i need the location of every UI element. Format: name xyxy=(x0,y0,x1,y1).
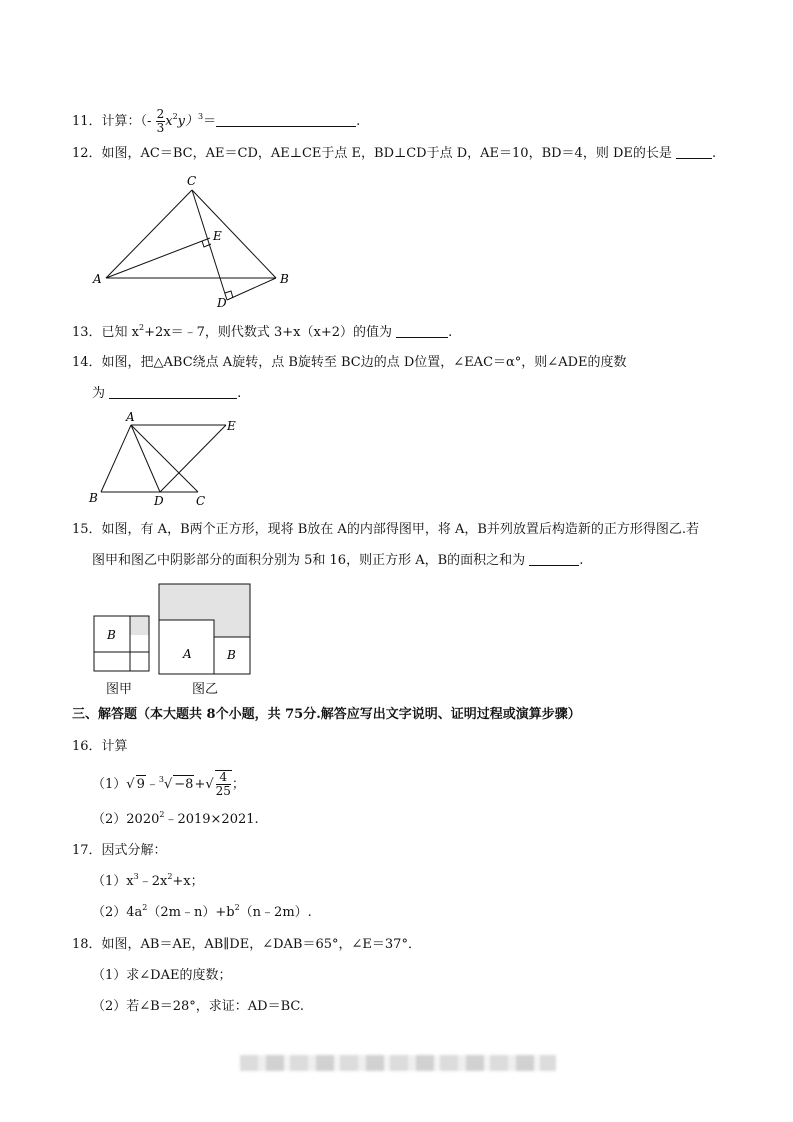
question-17: 17．因式分解： xyxy=(72,843,167,858)
answer-blank[interactable] xyxy=(676,146,712,159)
question-18: 18．如图，AB＝AE，AB∥DE，∠DAB＝65°，∠E＝37°． xyxy=(72,937,421,952)
label-B: B xyxy=(107,628,116,642)
label-A: A xyxy=(126,410,135,424)
label-D: D xyxy=(154,494,164,508)
label-E: E xyxy=(227,419,236,433)
label-E: E xyxy=(213,229,222,243)
section-heading: 三、解答题（本大题共 8个小题，共 75分.解答应写出文字说明、证明过程或演算步骤） xyxy=(72,707,581,722)
question-18-part1: （1）求∠DAE的度数； xyxy=(92,968,232,983)
fraction: $\frac{2}{3}$ xyxy=(156,107,165,135)
question-16-part1: （1）√ 9﹣$^3$√ −8+√ $\frac{4}{25}$ ； xyxy=(92,770,245,798)
question-12: 12．如图，AC＝BC，AE＝CD，AE⊥CE于点 E，BD⊥CD于点 D，AE＝10，BD＝4，则 DE的长是 . xyxy=(72,146,717,161)
figure-q15 xyxy=(90,580,260,680)
question-11: 11．计算：（- $\frac{2}{3}$ $x^2y)^3=$ . xyxy=(72,107,361,135)
question-16: 16．计算 xyxy=(72,739,128,754)
figure-q12 xyxy=(90,172,300,312)
label-A: A xyxy=(93,272,102,286)
question-18-part2: （2）若∠B＝28°，求证：AD＝BC. xyxy=(92,999,304,1014)
label-D: D xyxy=(217,296,227,310)
question-15-line1: 15．如图，有 A，B两个正方形，现将 B放在 A的内部得图甲，将 A，B并列放置后构造新的正方形得图乙.若 xyxy=(72,522,700,537)
question-14-line2: 为 . xyxy=(92,386,242,401)
question-16-part2: $(2)2020^2﹣2019\times 2021$. xyxy=(92,810,259,827)
caption-fig-jia: 图甲 xyxy=(106,682,133,697)
caption-fig-yi: 图乙 xyxy=(192,682,219,697)
shaded-region xyxy=(130,616,149,635)
answer-blank[interactable] xyxy=(216,114,356,127)
question-17-part2: $(2)4a^2(2m﹣n)+b^2(n﹣2m)$. xyxy=(92,903,312,920)
question-13: 13．已知 $x^2+2x=﹣7$，则代数式 3+x（x+2）的值为 . xyxy=(72,323,453,340)
question-17-part1: $(1)x^3﹣2x^2+x$； xyxy=(92,872,204,889)
question-15-line2: 图甲和图乙中阴影部分的面积分别为 5和 16，则正方形 A，B的面积之和为 . xyxy=(92,553,584,568)
label-B: B xyxy=(280,272,289,286)
label-B: B xyxy=(89,491,98,505)
blurred-watermark xyxy=(240,1055,556,1071)
label-C: C xyxy=(196,494,206,508)
answer-blank[interactable] xyxy=(109,386,237,399)
label-B: B xyxy=(227,648,236,662)
answer-blank[interactable] xyxy=(396,325,448,338)
label-C: C xyxy=(187,174,197,188)
figure-q14 xyxy=(86,410,246,510)
answer-blank[interactable] xyxy=(529,553,579,566)
question-14-line1: 14．如图，把△ABC绕点 A旋转，点 B旋转至 BC边的点 D位置，∠EAC＝α°，则∠ADE的度数 xyxy=(72,355,627,370)
label-A: A xyxy=(183,647,192,661)
